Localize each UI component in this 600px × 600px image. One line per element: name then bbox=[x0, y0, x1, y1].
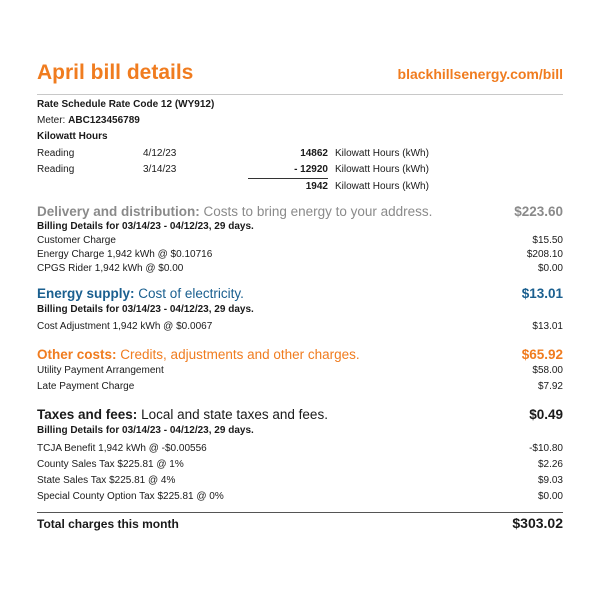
delivery-amount: $223.60 bbox=[514, 204, 563, 219]
taxes-description: Local and state taxes and fees. bbox=[141, 407, 328, 422]
line-item-amount: -$10.80 bbox=[529, 443, 563, 454]
line-item-amount: $2.26 bbox=[537, 459, 563, 470]
subtraction-rule bbox=[248, 178, 328, 179]
line-item-amount: $9.03 bbox=[537, 475, 563, 486]
page-title: April bill details bbox=[37, 61, 194, 84]
other-description: Credits, adjustments and other charges. bbox=[120, 347, 360, 362]
usage-unit: Kilowatt Hours (kWh) bbox=[335, 181, 429, 192]
total-label: Total charges this month bbox=[37, 517, 179, 531]
delivery-section-heading bbox=[37, 204, 563, 219]
line-item bbox=[37, 381, 563, 392]
line-item-label: Customer Charge bbox=[37, 235, 116, 246]
meter-line bbox=[37, 115, 140, 126]
other-section-heading bbox=[37, 347, 563, 362]
line-item-amount: $15.50 bbox=[532, 235, 563, 246]
line-item bbox=[37, 459, 563, 470]
line-item-amount: $0.00 bbox=[537, 263, 563, 274]
reading-value: - 12920 bbox=[294, 164, 328, 175]
line-item bbox=[37, 249, 563, 260]
delivery-billing-details: Billing Details for 03/14/23 - 04/12/23, 29 days. bbox=[37, 221, 254, 232]
supply-amount: $13.01 bbox=[521, 286, 563, 301]
supply-title: Energy supply: bbox=[37, 286, 135, 301]
supply-section-heading bbox=[37, 286, 563, 301]
kwh-heading: Kilowatt Hours bbox=[37, 131, 108, 142]
taxes-amount: $0.49 bbox=[529, 407, 563, 422]
line-item-amount: $58.00 bbox=[532, 365, 563, 376]
line-item bbox=[37, 321, 563, 332]
bill-header bbox=[37, 60, 563, 95]
taxes-section-heading bbox=[37, 407, 563, 422]
line-item bbox=[37, 365, 563, 376]
other-title: Other costs: bbox=[37, 347, 117, 362]
line-item-amount: $208.10 bbox=[526, 249, 563, 260]
line-item-label: TCJA Benefit 1,942 kWh @ -$0.00556 bbox=[37, 443, 207, 454]
delivery-title: Delivery and distribution: bbox=[37, 204, 200, 219]
line-item-label: Special County Option Tax $225.81 @ 0% bbox=[37, 491, 224, 502]
line-item-label: CPGS Rider 1,942 kWh @ $0.00 bbox=[37, 263, 184, 274]
supply-billing-details: Billing Details for 03/14/23 - 04/12/23, 29 days. bbox=[37, 304, 254, 315]
reading-date: 4/12/23 bbox=[143, 148, 177, 159]
other-amount: $65.92 bbox=[521, 347, 563, 362]
line-item-label: State Sales Tax $225.81 @ 4% bbox=[37, 475, 176, 486]
reading-date: 3/14/23 bbox=[143, 164, 177, 175]
rate-schedule: Rate Schedule Rate Code 12 (WY912) bbox=[37, 99, 215, 110]
line-item-label: County Sales Tax $225.81 @ 1% bbox=[37, 459, 184, 470]
reading-label: Reading bbox=[37, 164, 75, 175]
delivery-description: Costs to bring energy to your address. bbox=[203, 204, 433, 219]
line-item bbox=[37, 443, 563, 454]
line-item-label: Energy Charge 1,942 kWh @ $0.10716 bbox=[37, 249, 213, 260]
total-amount: $303.02 bbox=[512, 515, 563, 531]
usage-value: 1942 bbox=[305, 181, 328, 192]
reading-unit: Kilowatt Hours (kWh) bbox=[335, 148, 429, 159]
reading-label: Reading bbox=[37, 148, 75, 159]
meter-label: Meter: bbox=[37, 115, 66, 126]
line-item-label: Cost Adjustment 1,942 kWh @ $0.0067 bbox=[37, 321, 213, 332]
taxes-billing-details: Billing Details for 03/14/23 - 04/12/23, 29 days. bbox=[37, 425, 254, 436]
line-item bbox=[37, 263, 563, 274]
line-item-amount: $0.00 bbox=[537, 491, 563, 502]
line-item bbox=[37, 475, 563, 486]
line-item bbox=[37, 491, 563, 502]
total-row bbox=[37, 512, 563, 543]
line-item-amount: $13.01 bbox=[532, 321, 563, 332]
line-item-label: Late Payment Charge bbox=[37, 381, 135, 392]
reading-value: 14862 bbox=[300, 148, 328, 159]
line-item-label: Utility Payment Arrangement bbox=[37, 365, 164, 376]
line-item bbox=[37, 235, 563, 246]
meter-number: ABC123456789 bbox=[68, 115, 140, 126]
supply-description: Cost of electricity. bbox=[138, 286, 244, 301]
taxes-title: Taxes and fees: bbox=[37, 407, 138, 422]
website-link[interactable]: blackhillsenergy.com/bill bbox=[397, 66, 563, 82]
reading-unit: Kilowatt Hours (kWh) bbox=[335, 164, 429, 175]
line-item-amount: $7.92 bbox=[537, 381, 563, 392]
